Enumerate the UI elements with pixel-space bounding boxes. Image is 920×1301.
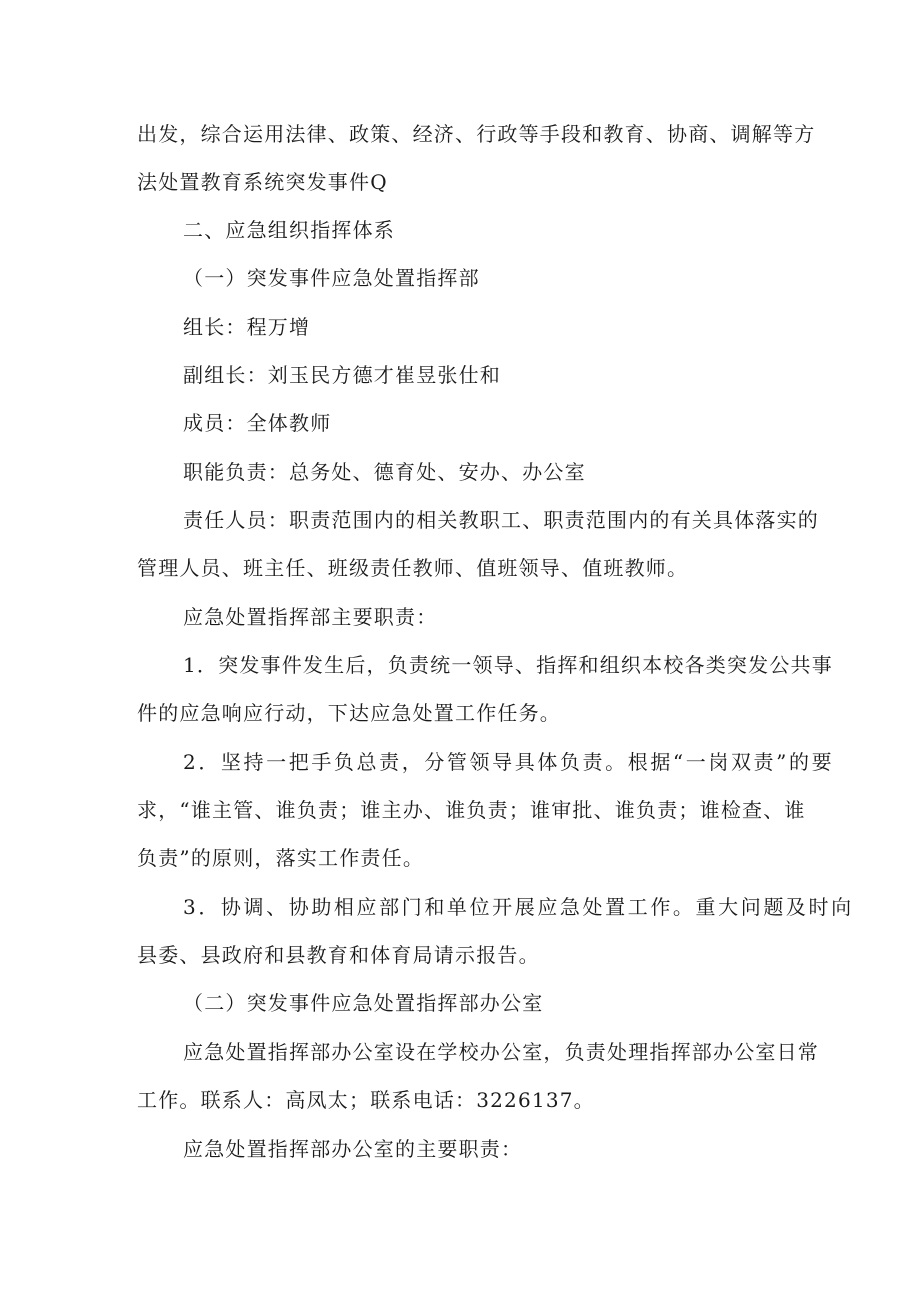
paragraph-line: 县委、县政府和县教育和体育局请示报告。 — [137, 943, 540, 967]
deputy-leader-line: 副组长：刘玉民方德才崔昱张仕和 — [183, 363, 501, 387]
duty-item-2: 2．坚持一把手负总责，分管领导具体负责。根据“一岗双责”的要 — [183, 750, 835, 774]
functions-line: 职能负责：总务处、德育处、安办、办公室 — [183, 460, 586, 484]
office-duties-heading: 应急处置指挥部办公室的主要职责： — [183, 1137, 523, 1161]
responsible-persons-line: 责任人员：职责范围内的相关教职工、职责范围内的有关具体落实的 — [183, 508, 819, 532]
duty-item-1: 1．突发事件发生后，负责统一领导、指挥和组织本校各类突发公共事 — [183, 653, 833, 677]
paragraph-line: 件的应急响应行动，下达应急处置工作任务。 — [137, 701, 561, 725]
subsection-heading: （二）突发事件应急处置指挥部办公室 — [183, 991, 544, 1015]
contact-line: 工作。联系人：高凤太；联系电话：3226137。 — [137, 1088, 595, 1112]
subsection-heading: （一）突发事件应急处置指挥部 — [183, 266, 480, 290]
paragraph-line: 管理人员、班主任、班级责任教师、值班领导、值班教师。 — [137, 556, 689, 580]
leader-line: 组长：程万增 — [183, 315, 311, 339]
duties-heading: 应急处置指挥部主要职责： — [183, 605, 438, 629]
section-heading: 二、应急组织指挥体系 — [183, 218, 395, 242]
members-line: 成员：全体教师 — [183, 411, 332, 435]
paragraph-line: 求，“谁主管、谁负责；谁主办、谁负责；谁审批、谁负责；谁检查、谁 — [137, 798, 806, 822]
duty-item-3: 3．协调、协助相应部门和单位开展应急处置工作。重大问题及时向 — [183, 895, 854, 919]
office-description-line: 应急处置指挥部办公室设在学校办公室，负责处理指挥部办公室日常 — [183, 1040, 819, 1064]
paragraph-line: 法处置教育系统突发事件Q — [137, 170, 388, 194]
paragraph-line: 出发，综合运用法律、政策、经济、行政等手段和教育、协商、调解等方 — [137, 122, 816, 146]
paragraph-line: 负责”的原则，落实工作责任。 — [137, 846, 425, 870]
